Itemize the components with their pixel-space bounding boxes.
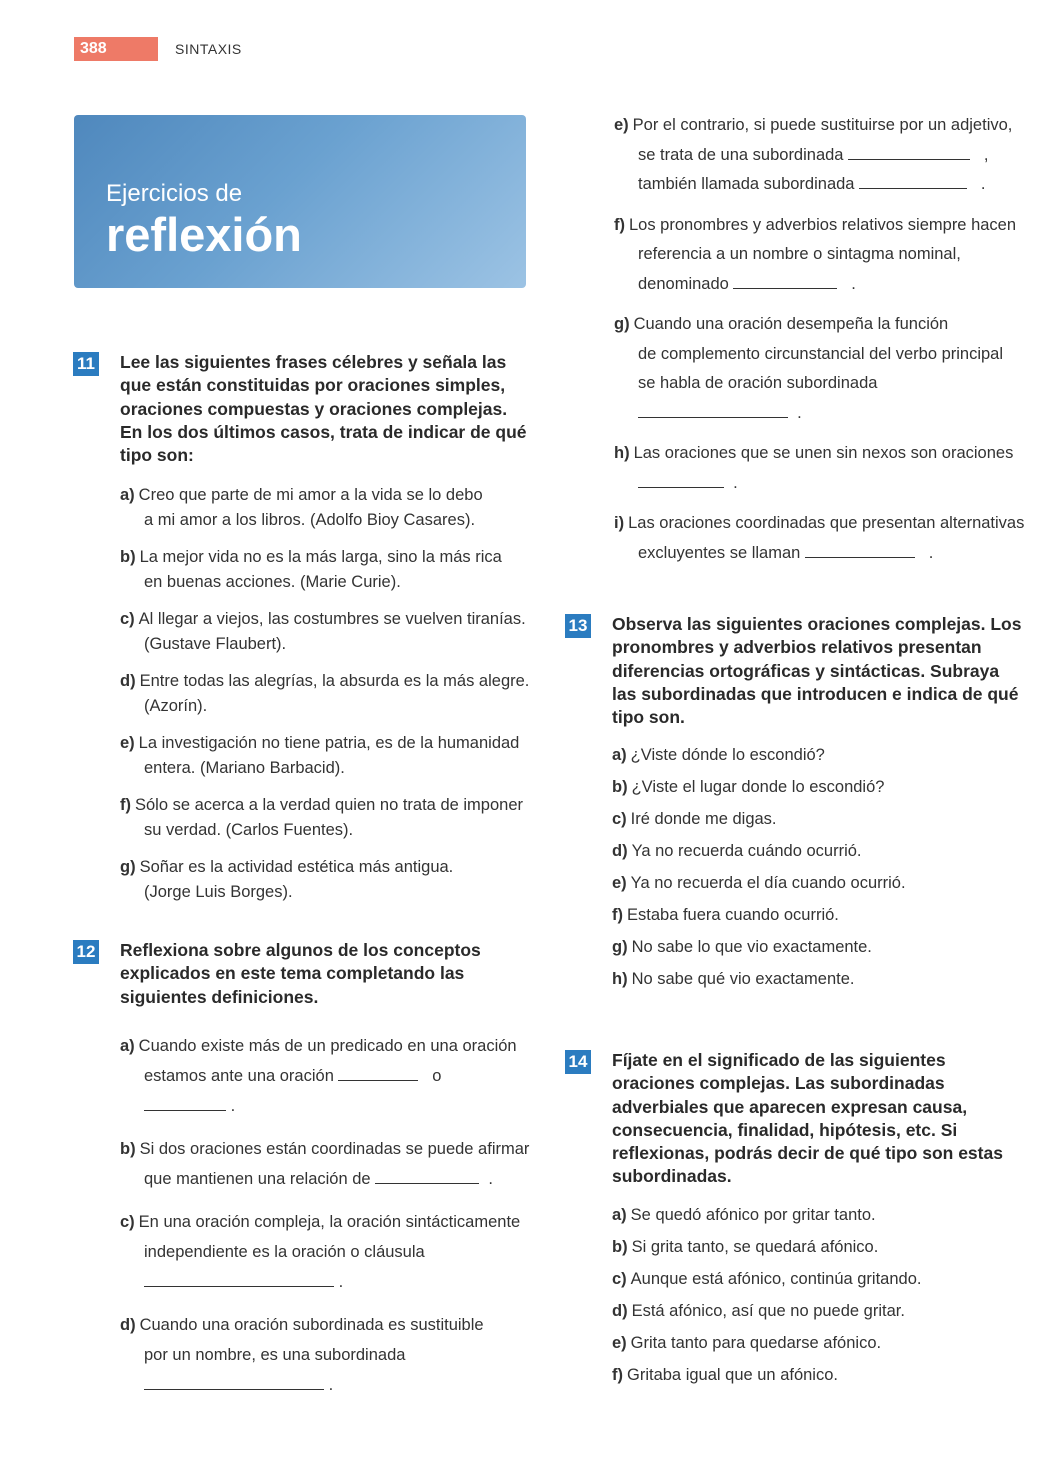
item-label: c) <box>120 1212 135 1231</box>
item-text-cont <box>614 270 1029 300</box>
item-text-cont: su verdad. (Carlos Fuentes). <box>144 821 354 840</box>
list-item <box>612 1267 1027 1292</box>
item-text: Cuando existe más de un predicado en una oración <box>138 1036 517 1055</box>
item-text: Cuando una oración subordinada es sustituible <box>139 1315 484 1334</box>
item-label: a) <box>612 746 627 765</box>
item-label: e) <box>120 734 135 753</box>
answer-blank[interactable] <box>144 1274 334 1287</box>
item-text: . <box>328 1375 334 1394</box>
item-label: d) <box>612 842 628 861</box>
list-item <box>612 935 1027 960</box>
exercise-items <box>120 483 530 905</box>
item-text-cont <box>614 399 1029 429</box>
item-text-cont <box>614 539 1029 569</box>
item-text: Creo que parte de mi amor a la vida se lo debo <box>138 486 483 505</box>
item-label: i) <box>614 514 625 532</box>
exercise-statement: Reflexiona sobre algunos de los conceptos explicados en este tema completando las siguientes definiciones. <box>120 940 481 1007</box>
item-text-cont: de complemento circunstancial del verbo principal <box>638 344 1004 363</box>
item-label: a) <box>120 486 135 505</box>
item-label: b) <box>120 1139 136 1158</box>
item-text: Por el contrario, si puede sustituirse por un adjetivo, <box>632 116 1013 134</box>
exercise-13 <box>568 613 1027 999</box>
item-text: Si dos oraciones están coordinadas se puede afirmar <box>139 1139 530 1158</box>
answer-blank[interactable] <box>859 176 967 189</box>
item-label: b) <box>612 778 628 797</box>
item-text: denominado <box>638 274 729 293</box>
definition-item <box>614 439 1029 498</box>
item-text-cont: entera. (Mariano Barbacid). <box>144 759 345 778</box>
item-text-cont: en buenas acciones. (Marie Curie). <box>144 573 401 592</box>
item-label: f) <box>612 906 623 925</box>
answer-blank[interactable] <box>638 405 788 418</box>
definition-item <box>614 211 1029 300</box>
item-label: h) <box>614 444 630 462</box>
section-title: SINTAXIS <box>175 41 242 57</box>
list-item <box>612 775 1027 800</box>
banner-subtitle: Ejercicios de <box>106 180 243 207</box>
item-label: d) <box>612 1301 628 1320</box>
item-text: Se quedó afónico por gritar tanto. <box>630 1205 876 1224</box>
exercise-14 <box>568 1049 1027 1395</box>
item-text-cont <box>120 1370 530 1400</box>
definition-item <box>120 1031 530 1121</box>
item-label: f) <box>612 1365 623 1384</box>
definition-item <box>614 310 1029 428</box>
item-text: . <box>338 1272 344 1291</box>
item-text: . <box>980 175 986 193</box>
item-text: Aunque está afónico, continúa gritando. <box>630 1269 922 1288</box>
item-label: g) <box>614 315 630 333</box>
list-item <box>120 731 530 781</box>
item-text-cont: a mi amor a los libros. (Adolfo Bioy Casares). <box>144 511 476 530</box>
item-text: Entre todas las alegrías, la absurda es la más alegre. <box>139 672 530 691</box>
list-item <box>612 839 1027 864</box>
item-text-cont: (Azorín). <box>144 697 208 716</box>
exercise-number: 11 <box>73 352 99 376</box>
item-text: Estaba fuera cuando ocurrió. <box>627 906 839 925</box>
list-item <box>120 793 530 843</box>
item-text: . <box>733 473 738 492</box>
item-text: . <box>488 1169 493 1188</box>
exercise-statement: Observa las siguientes oraciones complejas. Los pronombres y adverbios relativos presentan diferencias ortográficas y sintácticas. Subraya las subordinadas que introducen e indica de qué tipo son. <box>612 614 1022 728</box>
item-label: e) <box>614 116 629 134</box>
exercise-number: 12 <box>73 940 99 964</box>
item-label: e) <box>612 1333 627 1352</box>
exercise-12-continued <box>614 111 1029 579</box>
item-text: La mejor vida no es la más larga, sino la más rica <box>139 548 502 567</box>
exercise-11 <box>77 351 530 917</box>
exercise-statement: Lee las siguientes frases célebres y señala las que están constituidas por oraciones simples, oraciones compuestas y oraciones complejas. En los dos últimos casos, trata de indicar de qué tipo son: <box>120 352 527 466</box>
item-label: h) <box>612 970 628 989</box>
item-text: Al llegar a viejos, las costumbres se vuelven tiranías. <box>138 610 526 629</box>
answer-blank[interactable] <box>733 276 837 289</box>
item-label: c) <box>612 1269 627 1288</box>
item-label: e) <box>612 874 627 893</box>
list-item <box>120 669 530 719</box>
answer-blank[interactable] <box>144 1098 226 1111</box>
item-text: . <box>928 543 934 562</box>
list-item <box>120 483 530 533</box>
item-label: b) <box>120 548 136 567</box>
list-item <box>612 1203 1027 1228</box>
item-label: g) <box>612 938 628 957</box>
definition-item <box>120 1134 530 1194</box>
item-text: Soñar es la actividad estética más antigua. <box>139 858 454 877</box>
list-item <box>120 545 530 595</box>
item-label: f) <box>120 796 131 815</box>
item-text-cont <box>120 1164 530 1194</box>
item-text: No sabe lo que vio exactamente. <box>631 938 872 957</box>
exercise-number: 13 <box>565 614 591 638</box>
item-text: Ya no recuerda el día cuando ocurrió. <box>630 874 906 893</box>
item-text: Las oraciones que se unen sin nexos son oraciones <box>633 444 1014 462</box>
list-item <box>612 1235 1027 1260</box>
item-text: Sólo se acerca a la verdad quien no trata de imponer <box>135 796 523 815</box>
answer-blank[interactable] <box>144 1377 324 1390</box>
exercise-banner <box>74 115 526 288</box>
list-item <box>612 743 1027 768</box>
item-text: Iré donde me digas. <box>630 810 777 829</box>
item-text-cont: independiente es la oración o cláusula <box>144 1242 425 1261</box>
item-text: también llamada subordinada <box>638 175 855 193</box>
item-text: No sabe qué vio exactamente. <box>631 970 855 989</box>
item-text: o <box>432 1066 442 1085</box>
item-label: a) <box>120 1036 135 1055</box>
list-item <box>120 607 530 657</box>
list-item <box>612 1331 1027 1356</box>
item-text: ¿Viste el lugar donde lo escondió? <box>631 778 885 797</box>
list-item <box>612 967 1027 992</box>
item-text: En una oración compleja, la oración sintácticamente <box>138 1212 521 1231</box>
item-text-cont <box>614 469 1029 499</box>
item-text: Los pronombres y adverbios relativos siempre hacen <box>629 215 1017 234</box>
item-text: se trata de una subordinada <box>638 145 844 164</box>
item-text: Si grita tanto, se quedará afónico. <box>631 1237 879 1256</box>
item-label: f) <box>614 215 625 234</box>
item-label: g) <box>120 858 136 877</box>
item-text-cont: (Jorge Luis Borges). <box>144 883 293 902</box>
exercise-number: 14 <box>565 1050 591 1074</box>
item-text: La investigación no tiene patria, es de la humanidad <box>138 734 520 753</box>
item-text: excluyentes se llaman <box>638 543 801 562</box>
definition-item <box>614 111 1029 200</box>
item-label: a) <box>612 1205 627 1224</box>
answer-blank[interactable] <box>805 545 915 558</box>
definition-item <box>120 1207 530 1297</box>
definition-item <box>614 509 1029 568</box>
item-text-cont <box>120 1061 530 1091</box>
item-text-cont <box>120 1267 530 1297</box>
item-text-cont <box>120 1091 530 1121</box>
item-text: que mantienen una relación de <box>144 1169 371 1188</box>
item-text: Grita tanto para quedarse afónico. <box>630 1333 882 1352</box>
item-text: . <box>851 274 856 293</box>
item-text: Las oraciones coordinadas que presentan alternativas <box>628 514 1025 532</box>
list-item <box>120 855 530 905</box>
item-text: estamos ante una oración <box>144 1066 334 1085</box>
item-text: , <box>983 145 989 164</box>
item-text-cont <box>614 141 1029 171</box>
item-text-cont: por un nombre, es una subordinada <box>144 1345 406 1364</box>
exercise-items <box>120 1031 530 1400</box>
item-text-cont: (Gustave Flaubert). <box>144 635 287 654</box>
item-text: Está afónico, así que no puede gritar. <box>631 1301 905 1320</box>
item-text: . <box>797 403 802 422</box>
item-label: d) <box>120 672 136 691</box>
list-item <box>612 871 1027 896</box>
item-text-cont <box>614 170 1029 200</box>
exercise-items <box>612 1203 1027 1388</box>
item-text: ¿Viste dónde lo escondió? <box>630 746 825 765</box>
answer-blank[interactable] <box>848 147 970 160</box>
item-text-cont: se habla de oración subordinada <box>638 374 878 392</box>
item-text: Ya no recuerda cuándo ocurrió. <box>631 842 862 861</box>
list-item <box>612 807 1027 832</box>
answer-blank[interactable] <box>338 1068 418 1081</box>
item-text: Cuando una oración desempeña la función <box>633 315 949 333</box>
item-text: . <box>230 1096 236 1115</box>
list-item <box>612 1299 1027 1324</box>
banner-title: reflexión <box>106 208 302 261</box>
definition-item <box>120 1310 530 1400</box>
page-number: 388 <box>74 37 158 61</box>
answer-blank[interactable] <box>638 475 724 488</box>
item-label: d) <box>120 1315 136 1334</box>
answer-blank[interactable] <box>375 1171 479 1184</box>
list-item <box>612 1363 1027 1388</box>
exercise-statement: Fíjate en el significado de las siguientes oraciones complejas. Las subordinadas adverbiales que aparecen expresan causa, consecuencia, finalidad, hipótesis, etc. Si reflexionas, podrás decir de qué tipo son estas subordinadas. <box>612 1050 1003 1187</box>
exercise-12 <box>76 939 530 1413</box>
item-text: Gritaba igual que un afónico. <box>627 1365 838 1384</box>
item-label: c) <box>120 610 135 629</box>
item-label: c) <box>612 810 627 829</box>
list-item <box>612 903 1027 928</box>
exercise-items <box>612 743 1027 992</box>
item-label: b) <box>612 1237 628 1256</box>
item-text-cont: referencia a un nombre o sintagma nominal, <box>638 245 961 263</box>
